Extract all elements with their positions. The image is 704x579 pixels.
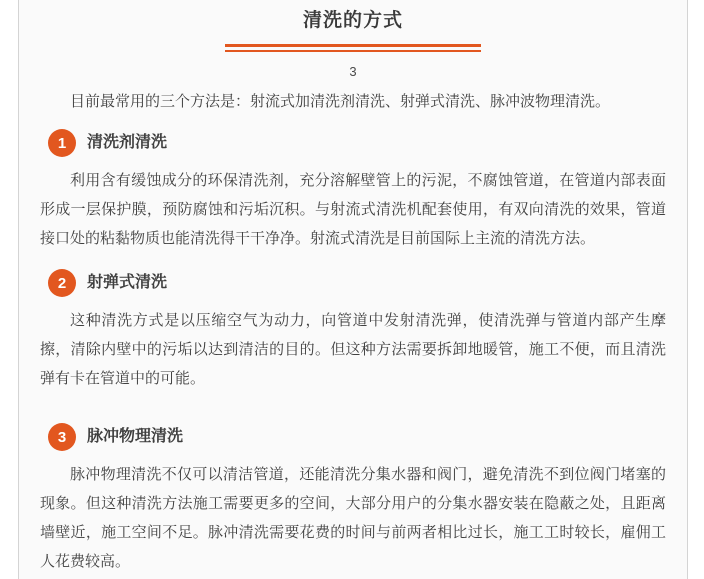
intro-paragraph: 目前最常用的三个方法是：射流式加清洗剂清洗、射弹式清洗、脉冲波物理清洗。 xyxy=(70,93,611,110)
section-header xyxy=(48,129,666,157)
section-body: 脉冲物理清洗不仅可以清洁管道，还能清洗分集水器和阀门，避免清洗不到位阀门堵塞的现象。但这种清洗方法施工需要更多的空间，大部分用户的分集水器安装在隐蔽之处，且距离墙壁近，施工空间不足。脉冲清洗需要花费的时间与前两者相比过长，施工工时较长，雇佣工人花费较高。 xyxy=(40,466,666,570)
section-number-badge: 1 xyxy=(48,129,76,157)
divider-thick-line xyxy=(225,44,481,47)
section-body: 利用含有缓蚀成分的环保清洗剂，充分溶解壁管上的污泥，不腐蚀管道，在管道内部表面形成一层保护膜，预防腐蚀和污垢沉积。与射流式清洗机配套使用，有双向清洗的效果，管道接口处的粘黏物质也能清洗得干干净净。射流式清洗是目前国际上主流的清洗方法。 xyxy=(40,172,666,247)
page-title: 清洗的方式 xyxy=(302,10,403,31)
section-pulse-physical-cleaning xyxy=(40,423,666,576)
section-title: 脉冲物理清洗 xyxy=(87,428,184,445)
page-number: 3 xyxy=(349,64,357,79)
title-divider xyxy=(225,44,481,52)
section-projectile-cleaning xyxy=(40,269,666,393)
content-card xyxy=(18,0,688,579)
section-cleaning-agent xyxy=(40,129,666,253)
section-header xyxy=(48,269,666,297)
section-title: 清洗剂清洗 xyxy=(87,134,168,151)
section-body: 这种清洗方式是以压缩空气为动力，向管道中发射清洗弹，使清洗弹与管道内部产生摩擦，清除内壁中的污垢以达到清洁的目的。但这种方法需要拆卸地暖管，施工不便，而且清洗弹有卡在管道中的可能。 xyxy=(40,312,666,387)
section-title: 射弹式清洗 xyxy=(87,274,168,291)
divider-thin-line xyxy=(225,50,481,52)
section-number-badge: 2 xyxy=(48,269,76,297)
section-number-badge: 3 xyxy=(48,423,76,451)
section-header xyxy=(48,423,666,451)
